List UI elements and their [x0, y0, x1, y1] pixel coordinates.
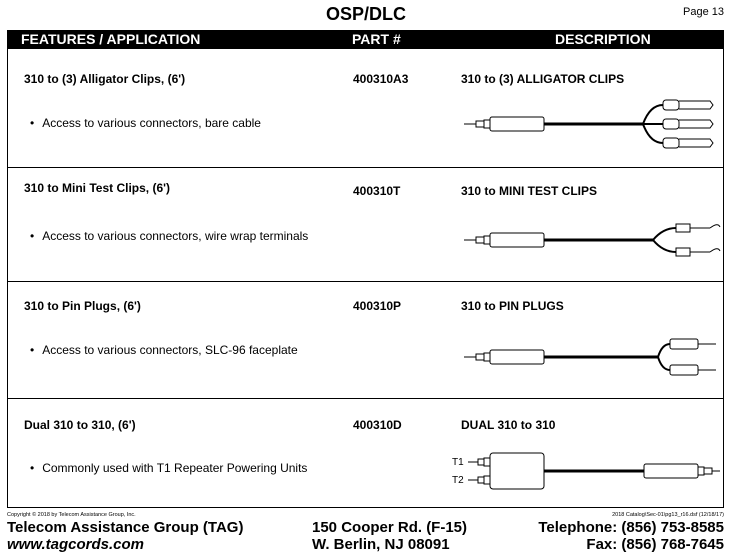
- catalog-reference: 2018 Catalog\Sec-01\pg13_r16.dsf (12/18/17): [612, 512, 724, 518]
- page-title: OSP/DLC: [325, 4, 406, 24]
- feature-name: 310 to Mini Test Clips, (6'): [24, 181, 170, 195]
- part-column-header: PART #: [352, 31, 401, 47]
- mini-test-clips-cable-diagram: [448, 218, 723, 262]
- page-number: Page 13: [683, 6, 724, 18]
- telephone: Telephone: (856) 753-8585: [538, 519, 724, 536]
- product-table: [7, 48, 724, 508]
- application-bullet: • Access to various connectors, SLC-96 faceplate: [30, 343, 298, 357]
- features-column-header: FEATURES / APPLICATION: [21, 31, 201, 47]
- table-row: [8, 49, 723, 168]
- table-row: [8, 399, 723, 509]
- part-number: 400310D: [353, 418, 402, 432]
- copyright-notice: Copyright © 2018 by Telecom Assistance Group, Inc.: [7, 512, 136, 518]
- website-link[interactable]: www.tagcords.com: [7, 536, 144, 553]
- feature-name: Dual 310 to 310, (6'): [24, 418, 136, 432]
- feature-name: 310 to Pin Plugs, (6'): [24, 299, 141, 313]
- description: 310 to MINI TEST CLIPS: [461, 184, 598, 198]
- application-bullet: • Access to various connectors, wire wrap terminals: [30, 229, 308, 243]
- pin-plugs-cable-diagram: [448, 334, 723, 380]
- part-number: 400310A3: [353, 72, 409, 86]
- t1-label: T1: [452, 457, 464, 468]
- table-row: [8, 282, 723, 399]
- address-line-2: W. Berlin, NJ 08091: [312, 536, 450, 553]
- t2-label: T2: [452, 475, 464, 486]
- application-bullet: • Access to various connectors, bare cable: [30, 116, 261, 130]
- address-line-1: 150 Cooper Rd. (F-15): [312, 519, 468, 536]
- fax: Fax: (856) 768-7645: [586, 536, 724, 553]
- description: DUAL 310 to 310: [461, 418, 556, 432]
- feature-name: 310 to (3) Alligator Clips, (6'): [24, 72, 186, 86]
- description: 310 to (3) ALLIGATOR CLIPS: [461, 72, 625, 86]
- description: 310 to PIN PLUGS: [461, 299, 564, 313]
- company-name: Telecom Assistance Group (TAG): [7, 519, 244, 536]
- table-row: [8, 168, 723, 282]
- alligator-clips-cable-diagram: [448, 91, 723, 153]
- table-header: [7, 30, 724, 48]
- dual-310-cable-diagram: [448, 451, 723, 491]
- description-column-header: DESCRIPTION: [555, 31, 651, 47]
- application-bullet: • Commonly used with T1 Repeater Powering Units: [30, 461, 307, 475]
- part-number: 400310T: [353, 184, 401, 198]
- part-number: 400310P: [353, 299, 402, 313]
